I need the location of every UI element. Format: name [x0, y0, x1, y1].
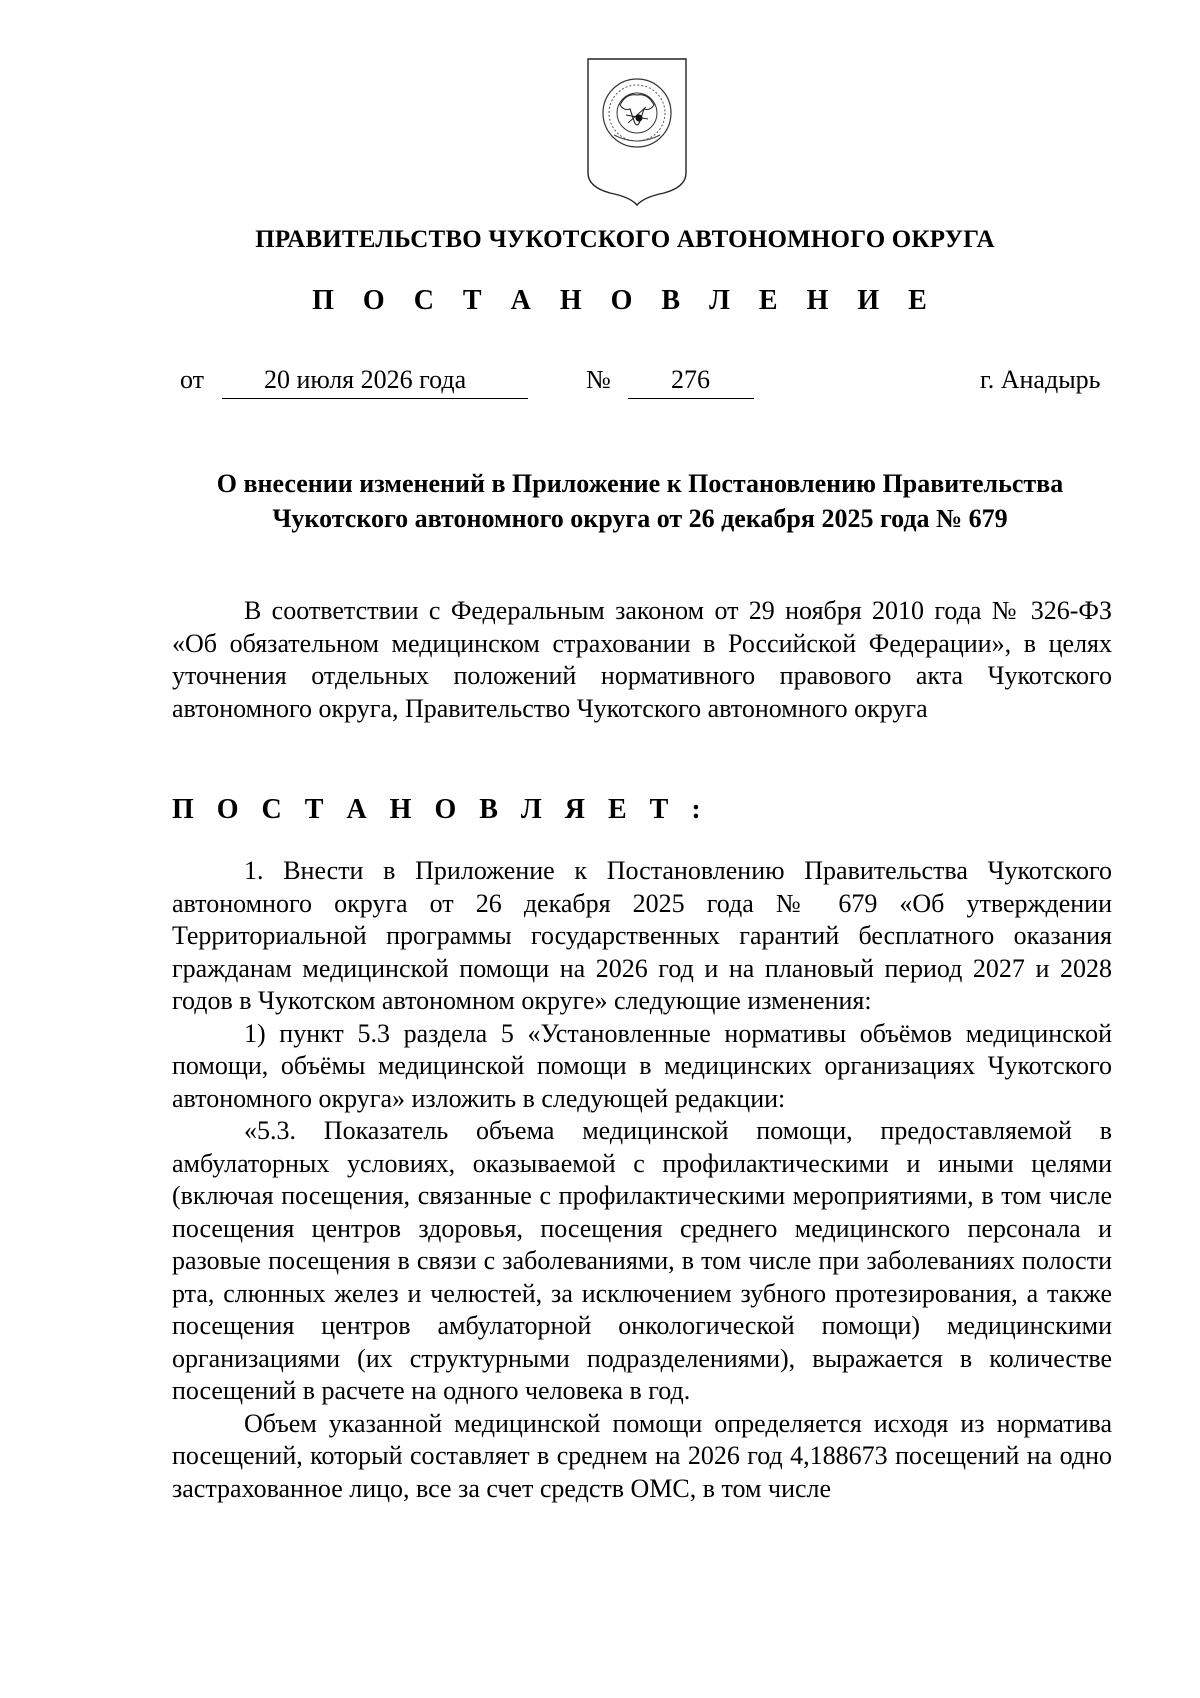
- resolves-heading: П О С Т А Н О В Л Я Е Т :: [172, 794, 709, 825]
- number-value: 276: [671, 365, 710, 394]
- subject-line-2: Чукотского автономного округа от 26 декабря 2025 года № 679: [272, 504, 1008, 533]
- coat-of-arms-icon: [584, 55, 690, 207]
- government-title: ПРАВИТЕЛЬСТВО ЧУКОТСКОГО АВТОНОМНОГО ОКРУГА: [255, 226, 995, 253]
- date-value: 20 июля 2026 года: [264, 365, 467, 394]
- intro-section: [172, 595, 1112, 725]
- paragraph-item-1: 1. Внести в Приложение к Постановлению Правительства Чукотского автономного округа от 26 декабря 2025 года № 679 «Об утверждении Территориальной программы государственных гарантий бесплатного оказания гражданам медицинской помощи на 2026 год и на плановый период 2027 и 2028 годов в Чукотском автономном округе» следующие изменения:: [172, 856, 1112, 1015]
- document-type-heading: П О С Т А Н О В Л Е Н И Е: [312, 285, 938, 316]
- paragraph-point-5-3: «5.3. Показатель объема медицинской помощи, предоставляемой в амбулаторных условиях, оказываемой с профилактическими и иными целями (включая посещения, связанные с профилактическими мероприятиями, в том числе посещения центров здоровья, посещения среднего медицинского персонала и разовые посещения в связи с заболеваниями, в том числе при заболеваниях полости рта, слюнных желез и челюстей, за исключением зубного протезирования, а также посещения центров амбулаторной онкологической помощи) медицинскими организациями (их структурными подразделениями), выражается в количестве посещений в расчете на одного человека в год.: [172, 1116, 1112, 1405]
- number-field: [628, 365, 754, 399]
- date-field: [222, 365, 528, 399]
- from-label: от: [180, 365, 205, 394]
- document-subject: [160, 466, 1120, 536]
- paragraph-volume: Объем указанной медицинской помощи определяется исходя из норматива посещений, который составляет в среднем на 2026 год 4,188673 посещений на одно застрахованное лицо, все за счет средств ОМС, в том числе: [172, 1408, 1112, 1503]
- city-label: г. Анадырь: [980, 365, 1101, 394]
- intro-paragraph: В соответствии с Федеральным законом от 29 ноября 2010 года № 326-ФЗ «Об обязательном медицинском страховании в Российской Федерации», в целях уточнения отдельных положений нормативного правового акта Чукотского автономного округа, Правительство Чукотского автономного округа: [172, 596, 1112, 723]
- number-sign: №: [586, 365, 611, 394]
- document-meta-row: [0, 365, 1200, 405]
- subject-line-1: О внесении изменений в Приложение к Постановлению Правительства: [216, 469, 1064, 498]
- main-section: [172, 855, 1112, 1505]
- paragraph-subitem-1: 1) пункт 5.3 раздела 5 «Установленные нормативы объёмов медицинской помощи, объёмы медицинской помощи в медицинских организациях Чукотского автономного округа» изложить в следующей редакции:: [172, 1018, 1112, 1113]
